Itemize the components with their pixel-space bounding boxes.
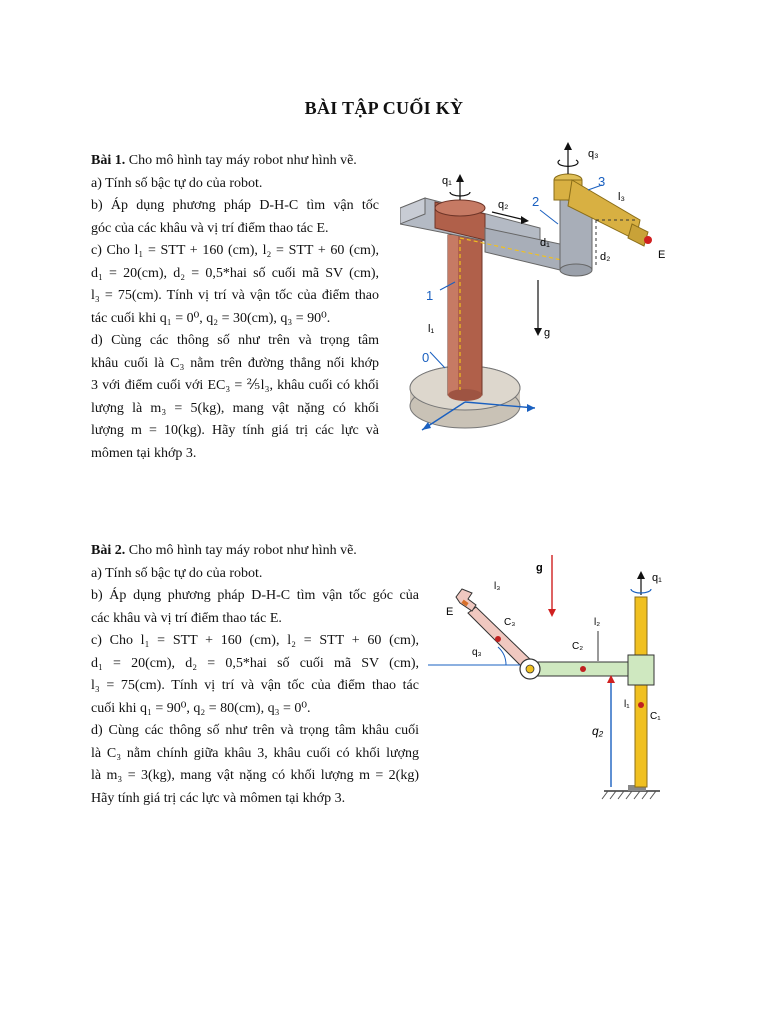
problem-1-line: d) Cùng các thông số như trên và trọng tâm xyxy=(91,333,379,348)
fig2-label-l3: l₃ xyxy=(494,581,501,592)
problem-2-line: cuối khi q₁ = 90⁰, q₂ = 80(cm), q₃ = 0⁰. xyxy=(91,700,311,716)
problem-2-line: là m₃ = 3(kg), mang vật nặng có khối lượng m = 2(kg) xyxy=(91,768,419,783)
fig2-label-q2: q₂ xyxy=(592,724,604,738)
problem-1-line: c) Cho l₁ = STT + 160 (cm), l₂ = STT + 60 (cm), xyxy=(91,243,379,258)
problem-2-line: a) Tính số bậc tự do của robot. xyxy=(91,565,263,581)
fig1-label-l3: l₃ xyxy=(618,191,625,203)
problem-2-line: d₁ = 20(cm), d₂ = 0,5*hai số cuối mã SV (cm), xyxy=(91,655,419,671)
fig1-label-2: 2 xyxy=(532,194,540,209)
problem-2-line: c) Cho l₁ = STT + 160 (cm), l₂ = STT + 60 (cm), xyxy=(91,633,419,648)
problem-1-line: lượng m = 10(kg). Hãy tính giá trị các lực và xyxy=(91,423,379,438)
fig1-label-E: E xyxy=(658,249,666,261)
fig1-label-d1: d₁ xyxy=(540,237,550,249)
problem-2-line: d) Cùng các thông số như trên và trọng tâm khâu cuối xyxy=(91,723,419,738)
fig2-label-q1: q₁ xyxy=(652,572,662,584)
problem-2-line: l₃ = 75(cm). Tính vị trí và vận tốc của điểm thao tác xyxy=(91,678,419,693)
fig2-label-E: E xyxy=(446,606,454,618)
problem-1-line: tác cuối khi q₁ = 0⁰, q₂ = 30(cm), q₃ = 90⁰. xyxy=(91,310,331,326)
problem-1-line: khâu cuối là C₃ nằm trên đường thẳng nối khớp xyxy=(91,355,379,371)
fig2-label-C3: C₃ xyxy=(504,617,516,628)
fig1-label-0: 0 xyxy=(422,350,430,365)
problem-1-line: d₁ = 20(cm), d₂ = 0,5*hai số cuối mã SV (cm), xyxy=(91,265,379,281)
problem-2 xyxy=(91,540,419,810)
problem-1 xyxy=(91,150,379,465)
robot-1-figure xyxy=(400,140,680,440)
problem-1-line: b) Áp dụng phương pháp D-H-C tìm vận tốc xyxy=(91,198,379,213)
fig2-label-g: g xyxy=(536,562,543,574)
problem-2-line: Bài 2. Cho mô hình tay máy robot như hình vẽ. xyxy=(91,543,357,558)
fig2-label-q3: q₃ xyxy=(472,647,482,658)
fig1-label-d2: d₂ xyxy=(600,251,611,263)
fig1-label-q2: q₂ xyxy=(498,199,509,211)
fig2-label-C2: C₂ xyxy=(572,641,584,652)
problem-1-line: 3 với điểm cuối với EC₃ = ⅖l₃, khâu cuối có khối xyxy=(91,378,379,393)
problem-1-line: a) Tính số bậc tự do của robot. xyxy=(91,175,263,191)
problem-1-line: lượng là m₃ = 5(kg), mang vật nặng có khối xyxy=(91,400,379,416)
problem-2-heading: Bài 2. xyxy=(91,543,126,558)
problem-2-line: các khâu và vị trí điểm thao tác E. xyxy=(91,610,282,626)
page-title: BÀI TẬP CUỐI KỲ xyxy=(304,98,464,118)
problem-1-heading: Bài 1. xyxy=(91,153,126,168)
fig1-label-g: g xyxy=(544,327,551,339)
robot-2-figure xyxy=(428,555,686,807)
fig1-label-l1: l₁ xyxy=(428,323,435,335)
fig1-label-q3: q₃ xyxy=(588,148,599,160)
problem-1-line: mômen tại khớp 3. xyxy=(91,445,197,461)
fig2-label-l1: l₁ xyxy=(624,699,630,710)
problem-1-line: Bài 1. Cho mô hình tay máy robot như hình vẽ. xyxy=(91,153,357,168)
problem-2-line: là C₃ nằm chính giữa khâu 3, khâu cuối có khối lượng xyxy=(91,745,419,761)
problem-2-line: Hãy tính giá trị các lực và mômen tại khớp 3. xyxy=(91,790,346,806)
fig1-label-1: 1 xyxy=(426,288,434,303)
fig1-label-q1: q₁ xyxy=(442,175,452,187)
fig2-label-C1: C₁ xyxy=(650,711,661,722)
fig2-label-l2: l₂ xyxy=(594,617,601,628)
problem-1-line: góc của các khâu và vị trí điểm thao tác E. xyxy=(91,220,329,236)
fig1-label-3: 3 xyxy=(598,174,606,189)
problem-1-line: l₃ = 75(cm). Tính vị trí và vận tốc của điểm thao xyxy=(91,288,379,303)
problem-2-line: b) Áp dụng phương pháp D-H-C tìm vận tốc góc của xyxy=(91,588,419,603)
